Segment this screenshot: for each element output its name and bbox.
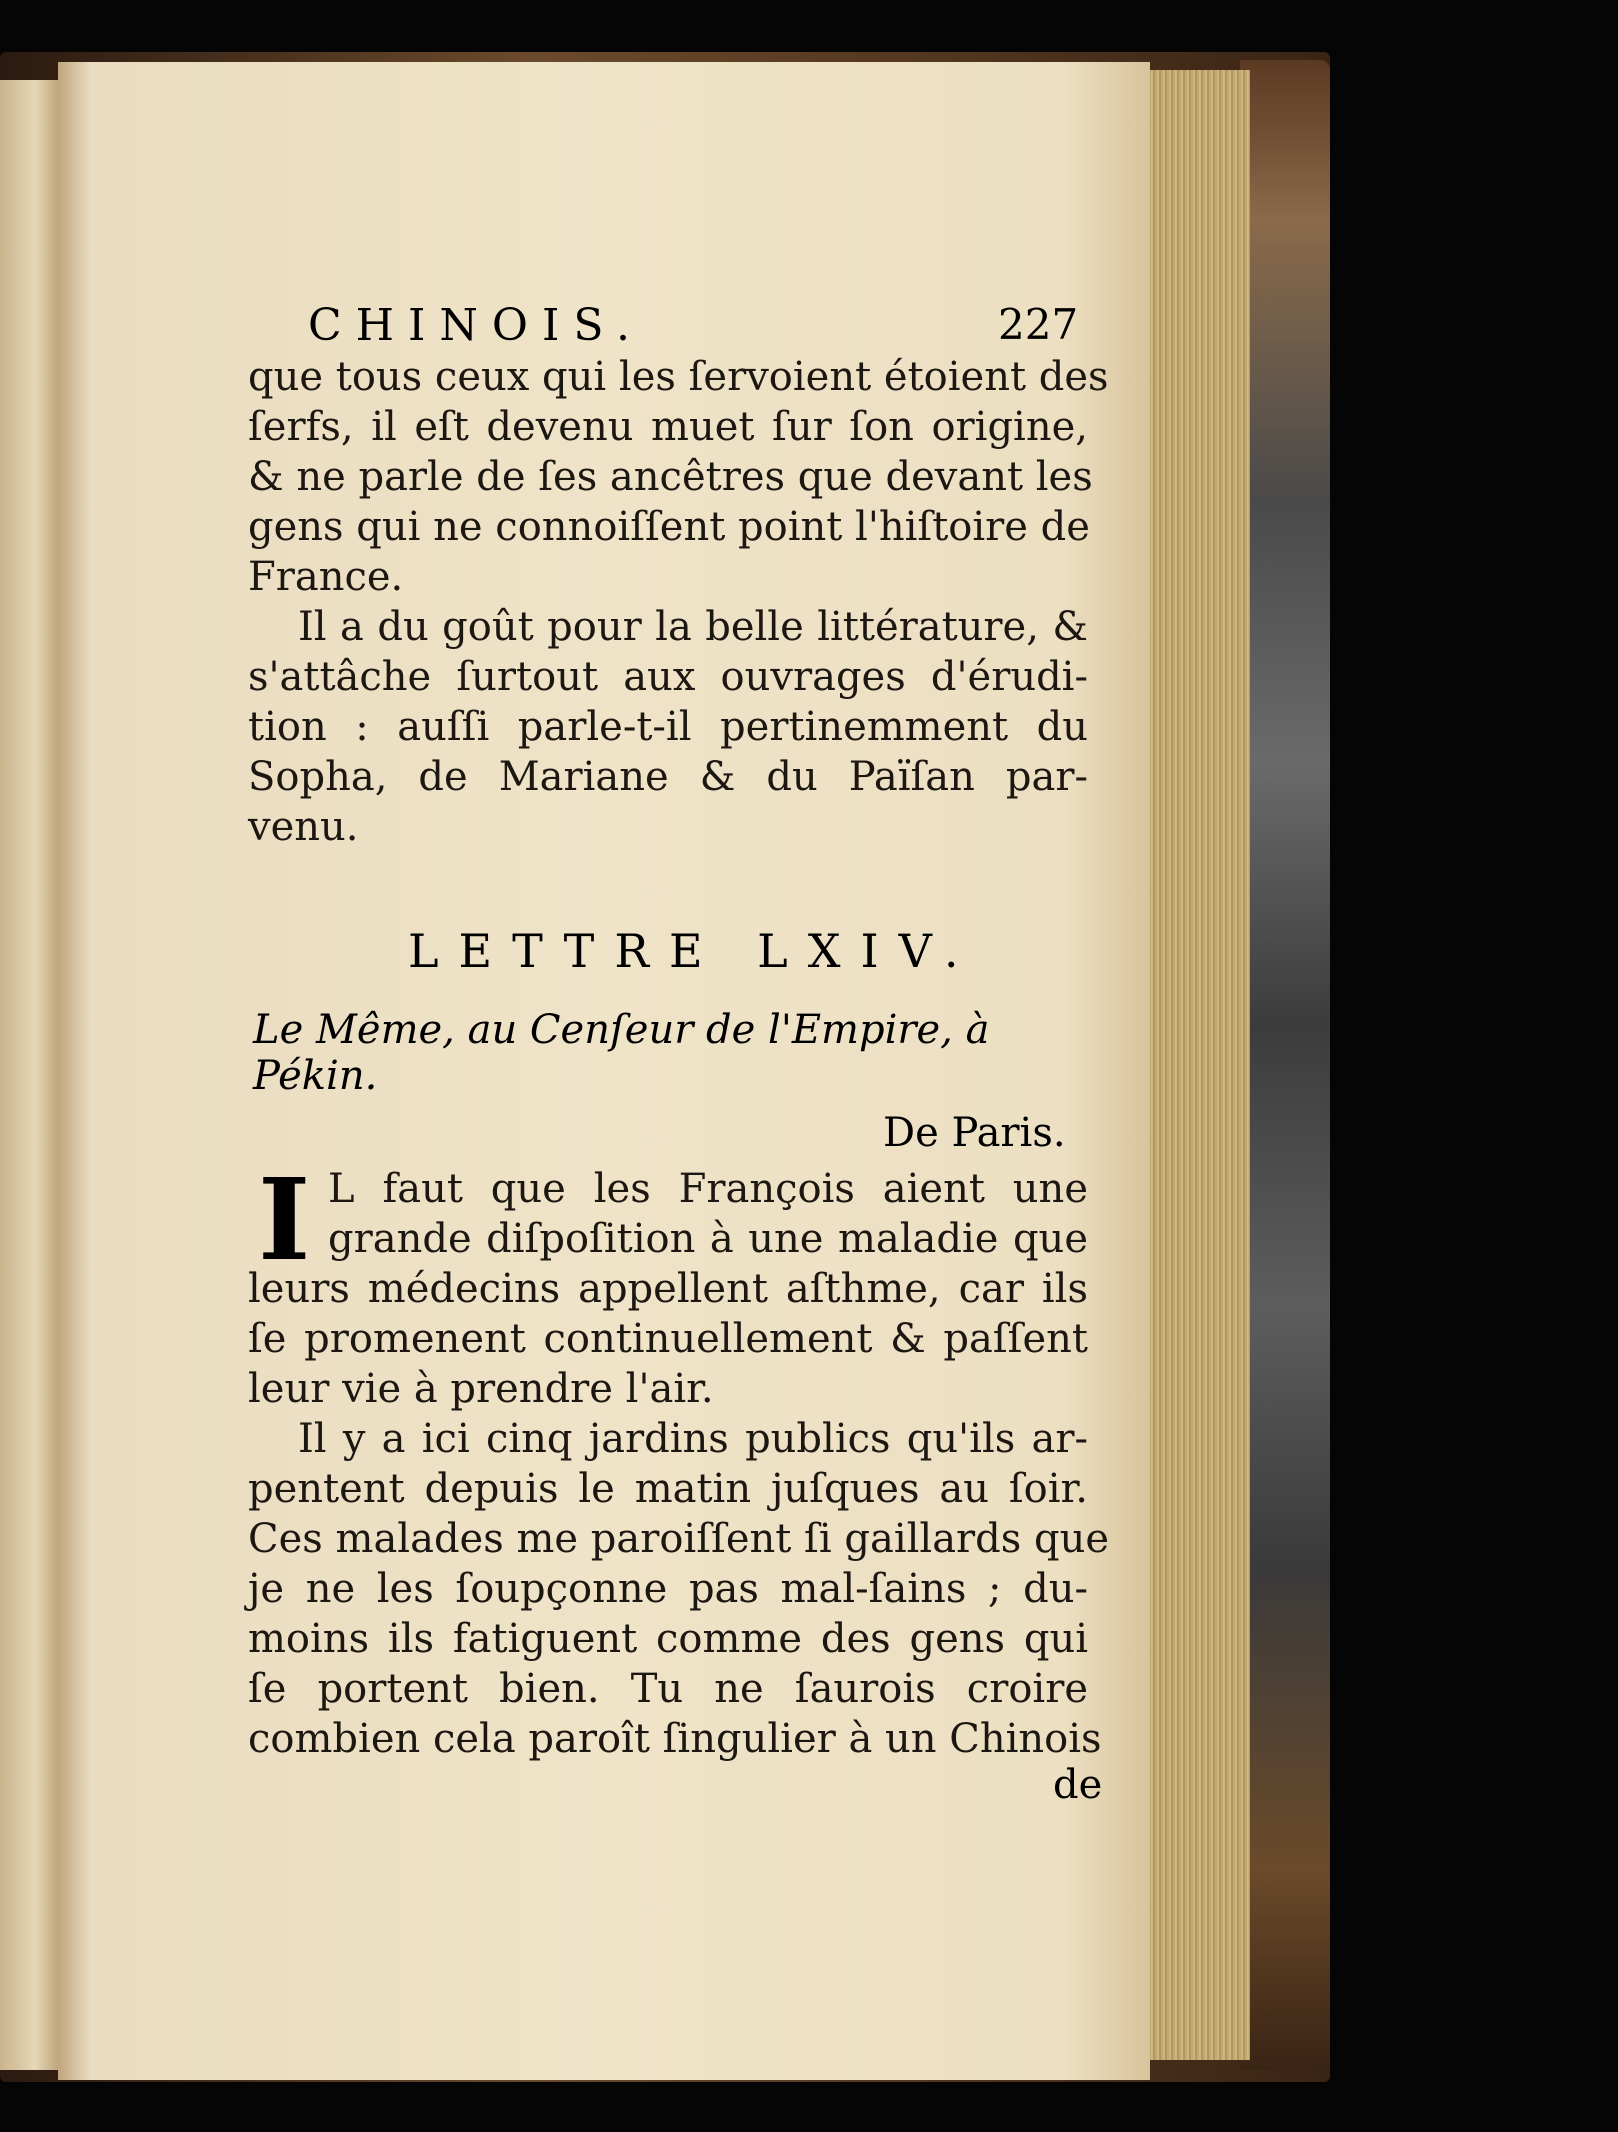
letter-heading: LETTRE LXIV.	[408, 924, 979, 978]
letter-subtitle: Le Même, au Cenſeur de l'Empire, à Pékin.	[253, 1007, 990, 1099]
text-line: leurs médecins appellent aſthme, car ils	[248, 1266, 1088, 1312]
text-line: Il y a ici cinq jardins publics qu'ils ar-	[298, 1416, 1088, 1462]
running-title: CHINOIS.	[308, 300, 644, 351]
text-line: leur vie à prendre l'air.	[248, 1366, 714, 1412]
text-line: combien cela paroît ſingulier à un Chinois	[248, 1716, 1102, 1762]
drop-cap: I	[258, 1155, 311, 1286]
text-line: ſe portent bien. Tu ne ſaurois croire	[248, 1666, 1088, 1712]
text-line: grande diſpoſition à une maladie que	[328, 1216, 1088, 1262]
text-line: pentent depuis le matin juſques au ſoir.	[248, 1466, 1088, 1512]
text-line: venu.	[248, 804, 359, 850]
text-line: ſerfs, il eſt devenu muet ſur ſon origine,	[248, 404, 1088, 450]
text-line: Ces malades me paroiſſent ſi gaillards que	[248, 1516, 1110, 1562]
text-line: Sopha, de Mariane & du Païſan par-	[248, 754, 1088, 800]
book-page	[58, 62, 1150, 2080]
text-line: s'attâche ſurtout aux ouvrages d'érudi-	[248, 654, 1088, 700]
text-line: que tous ceux qui les ſervoient étoient des	[248, 354, 1109, 400]
text-line: & ne parle de ſes ancêtres que devant les	[248, 454, 1093, 500]
text-line: Il a du goût pour la belle littérature, &	[298, 604, 1088, 650]
text-line: gens qui ne connoiſſent point l'hiſtoire de	[248, 504, 1090, 550]
facing-page-edge	[0, 80, 58, 2070]
text-line: ſe promenent continuellement & paſſent	[248, 1316, 1088, 1362]
text-line: je ne les ſoupçonne pas mal-ſains ; du-	[248, 1566, 1088, 1612]
catchword: de	[1053, 1762, 1103, 1808]
text-line: France.	[248, 554, 404, 600]
book-spine-edge	[1240, 60, 1330, 2070]
letter-place: De Paris.	[883, 1110, 1066, 1156]
text-line: tion : auſſi parle-t-il pertinemment du	[248, 704, 1088, 750]
page-edges	[1150, 70, 1250, 2060]
page-number: 227	[998, 300, 1079, 349]
text-line: moins ils fatiguent comme des gens qui	[248, 1616, 1088, 1662]
text-line: L faut que les François aient une	[328, 1166, 1088, 1212]
